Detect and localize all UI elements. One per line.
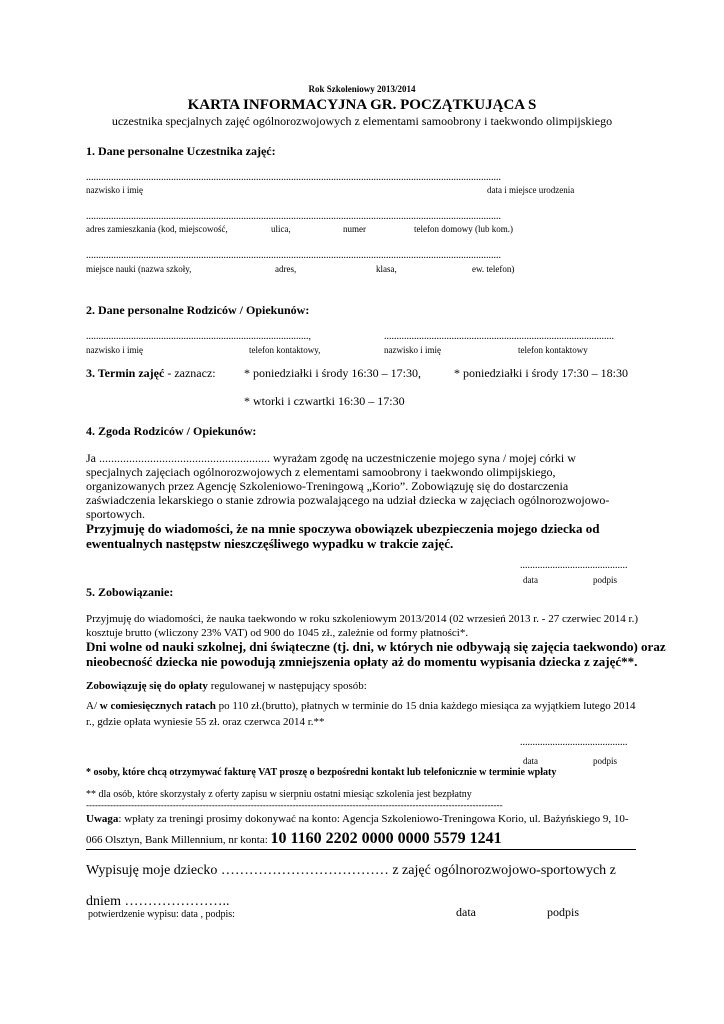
withdrawal-line-2: dniem …………………..: [86, 894, 230, 909]
name-label: nazwisko i imię: [86, 185, 143, 195]
consent-line-5: sportowych.: [86, 507, 145, 521]
parent2-name-label: nazwisko i imię: [384, 345, 441, 355]
consent-sign-label: podpis: [593, 575, 618, 585]
parent1-field[interactable]: .........................................................................................,: [86, 331, 311, 342]
consent-line-4: zaświadczenia lekarskiego o stanie zdrowia pozwalającego na udział dziecka w zajęciach ogólnorozwojowo-: [86, 493, 610, 507]
withdrawal-sign-label: podpis: [547, 905, 580, 919]
schedule-option-1[interactable]: * poniedziałki i środy 16:30 – 17:30,: [244, 366, 421, 380]
section1-heading: 1. Dane personalne Uczestnika zajęć:: [86, 144, 276, 158]
bank-line: 066 Olsztyn, Bank Millennium, nr konta: 10 1160 2202 0000 0000 5579 1241: [86, 830, 502, 847]
school-phone-label: ew. telefon): [472, 264, 515, 274]
installment-line-1: A/ w comiesięcznych ratach po 110 zł.(brutto), płatnych w terminie do 15 dnia każdego miesiąca za wyjątkiem lutego 2014: [86, 700, 636, 712]
section5-heading: 5. Zobowiązanie:: [86, 585, 174, 599]
fee-line-1: Przyjmuję do wiadomości, że nauka taekwondo w roku szkoleniowym 2013/2014 (02 wrzesień 2013 r. - 27 czerwiec 2014 r.): [86, 613, 639, 625]
school-address-label: adres,: [275, 264, 297, 274]
insurance-note-2: ewentualnych następstw nieszczęśliwego wypadku w trakcie zajęć.: [86, 536, 454, 551]
vat-footnote: * osoby, które chcą otrzymywać fakturę VAT proszę o bezpośredni kontakt lub telefonicznie w terminie wpłaty: [86, 767, 557, 778]
absence-note-2: nieobecność dziecka nie powodują zmniejszenia opłaty aż do momentu wypisania dziecka z zajęć**.: [86, 654, 638, 669]
schedule-option-2[interactable]: * poniedziałki i środy 17:30 – 18:30: [454, 366, 628, 380]
consent-line-1: Ja ......................................................... wyrażam zgodę na uczestniczenie mojego syna / mojej córki w: [86, 451, 576, 465]
payment-note: Uwaga: wpłaty za treningi prosimy dokonywać na konto: Agencja Szkoleniowo-Treningowa Korio, ul. Bażyńskiego 9, 10-: [86, 813, 629, 825]
consent-line-3: organizowanych przez Agencję Szkoleniowo-Treningową „Korio”. Zobowiązuję się do dostarczenia: [86, 479, 569, 493]
home-phone-label: telefon domowy (lub kom.): [414, 224, 513, 234]
parent1-phone-label: telefon kontaktowy,: [249, 345, 321, 355]
withdrawal-confirm-label: potwierdzenie wypisu: data , podpis:: [88, 909, 235, 920]
payment-commitment: Zobowiązuję się do opłaty regulowanej w następujący sposób:: [86, 680, 367, 692]
school-field[interactable]: ......................................................................................................................................................................: [86, 250, 501, 261]
withdrawal-date-label: data: [456, 905, 476, 919]
consent-date-label: data: [523, 575, 538, 585]
parent2-field[interactable]: ............................................................................................: [384, 331, 614, 342]
class-label: klasa,: [376, 264, 397, 274]
school-label: miejsce nauki (nazwa szkoły,: [86, 264, 192, 274]
insurance-note-1: Przyjmuję do wiadomości, że na mnie spoczywa obowiązek ubezpieczenia mojego dziecka od: [86, 521, 600, 536]
absence-note-1: Dni wolne od nauki szkolnej, dni świąteczne (tj. dni, w których nie odbywają się zajęcia taekwondo) oraz: [86, 639, 666, 654]
dashed-separator: -------------------------------------------------------------------------------------------------------------------------------------------: [86, 800, 503, 810]
commitment-sign-label: podpis: [593, 756, 618, 766]
fee-line-2: kosztuje brutto (wliczony 23% VAT) od 900 do 1045 zł., zależnie od formy płatności*.: [86, 627, 469, 639]
number-label: numer: [343, 224, 366, 234]
birth-label: data i miejsce urodzenia: [487, 185, 575, 195]
section2-heading: 2. Dane personalne Rodziców / Opiekunów:: [86, 303, 310, 317]
consent-signature-field[interactable]: ...........................................: [520, 560, 628, 571]
commitment-signature-field[interactable]: ...........................................: [520, 737, 628, 748]
withdrawal-line-1: Wypisuję moje dziecko ……………………………… z zajęć ogólnorozwojowo-sportowych z: [86, 863, 616, 878]
schedule-option-3[interactable]: * wtorki i czwartki 16:30 – 17:30: [244, 394, 405, 408]
parent2-phone-label: telefon kontaktowy: [518, 345, 588, 355]
commitment-date-label: data: [523, 756, 538, 766]
consent-line-2: specjalnych zajęciach ogólnorozwojowych z elementami samoobrony i taekwondo olimpijskiego,: [86, 465, 556, 479]
form-subtitle: uczestnika specjalnych zajęć ogólnorozwojowych z elementami samoobrony i taekwondo olimpijskiego: [111, 114, 613, 128]
account-number: 10 1160 2202 0000 0000 5579 1241: [270, 830, 502, 847]
parent1-name-label: nazwisko i imię: [86, 345, 143, 355]
installment-line-2: r., gdzie opłata wyniesie 55 zł. oraz czerwca 2014 r.**: [86, 716, 325, 728]
participant-name-field[interactable]: ......................................................................................................................................................................: [86, 172, 501, 183]
divider-line: [86, 849, 636, 850]
august-footnote: ** dla osób, które skorzystały z oferty zapisu w sierpniu ostatni miesiąc szkolenia jest bezpłatny: [86, 789, 472, 800]
street-label: ulica,: [271, 224, 291, 234]
school-year: Rok Szkoleniowy 2013/2014: [308, 84, 416, 94]
address-field[interactable]: ......................................................................................................................................................................: [86, 211, 501, 222]
form-title: KARTA INFORMACYJNA GR. POCZĄTKUJĄCA S: [187, 97, 537, 113]
section3-heading: 3. Termin zajęć - zaznacz:: [86, 366, 216, 380]
address-label: adres zamieszkania (kod, miejscowość,: [86, 224, 228, 234]
section4-heading: 4. Zgoda Rodziców / Opiekunów:: [86, 424, 257, 438]
